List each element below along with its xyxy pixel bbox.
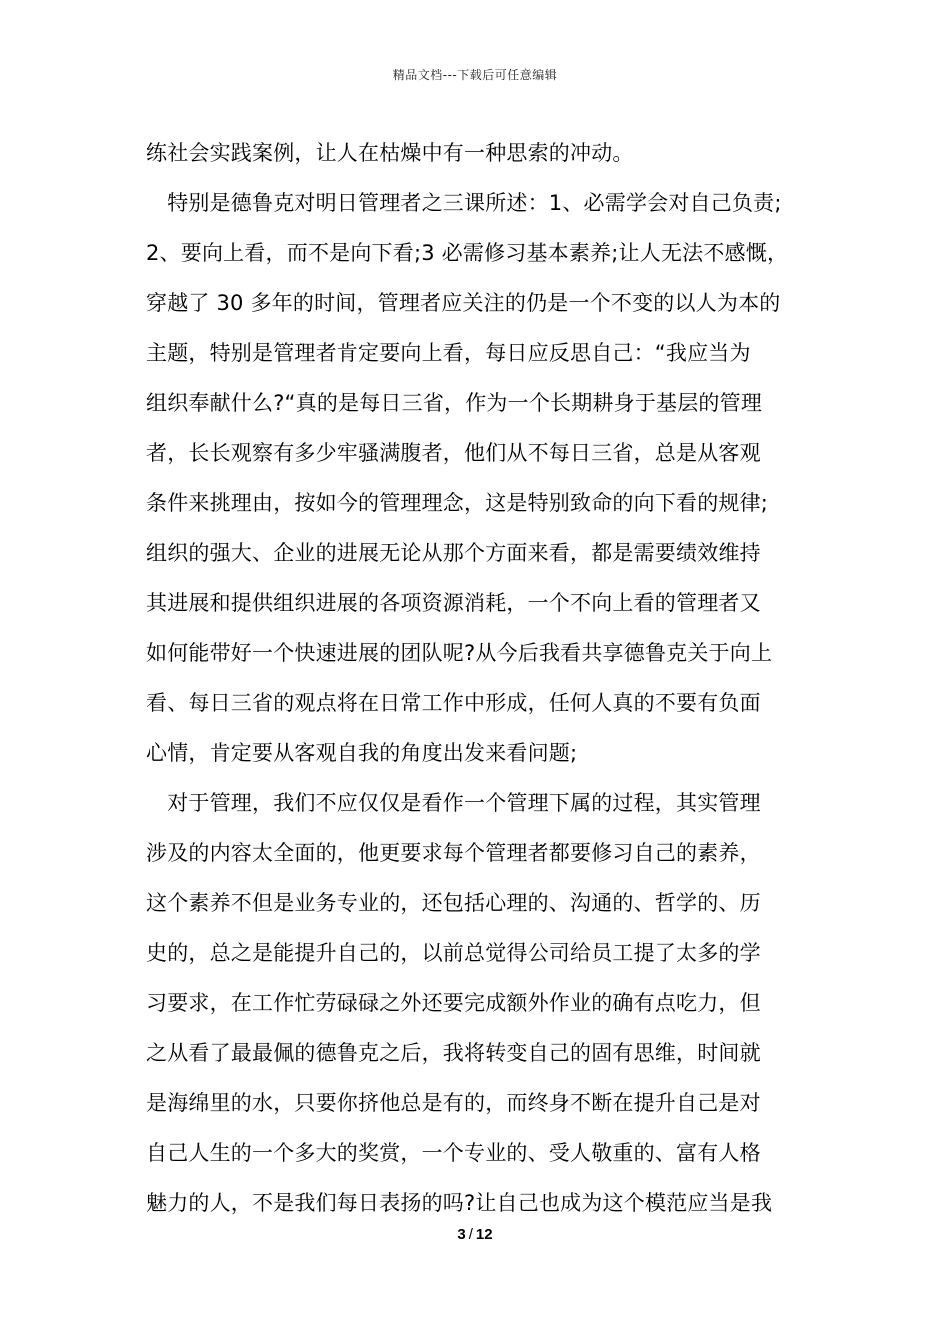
text-line: 主题，特别是管理者肯定要向上看，每日应反思自己：“我应当为 (146, 341, 751, 365)
text-line: 史的，总之是能提升自己的，以前总觉得公司给员工提了太多的学 (146, 941, 761, 965)
text-line: 涉及的内容太全面的，他更要求每个管理者都要修习自己的素养， (146, 841, 761, 865)
paragraph-3 (146, 778, 818, 1228)
text-line: 组织奉献什么?“真的是每日三省，作为一个长期耕身于基层的管理 (146, 391, 763, 415)
text-line: 魅力的人，不是我们每日表扬的吗?让自己也成为这个模范应当是我 (146, 1191, 773, 1215)
text-line: 特别是德鲁克对明日管理者之三课所述：1、必需学会对自己负责; (146, 191, 782, 215)
page-number (0, 1226, 950, 1243)
text-line: 自己人生的一个多大的奖赏，一个专业的、受人敬重的、富有人格 (146, 1141, 761, 1165)
current-page: 3 (457, 1226, 466, 1243)
total-pages: 12 (475, 1226, 493, 1243)
text-line: 心情，肯定要从客观自我的角度出发来看问题; (146, 741, 578, 765)
text-line: 2、要向上看，而不是向下看;3 必需修习基本素养;让人无法不感慨， (146, 241, 789, 265)
text-line: 条件来挑理由，按如今的管理理念，这是特别致命的向下看的规律; (146, 491, 769, 515)
text-line: 这个素养不但是业务专业的，还包括心理的、沟通的、哲学的、历 (146, 891, 761, 915)
text-line: 者，长长观察有多少牢骚满腹者，他们从不每日三省，总是从客观 (146, 441, 761, 465)
text-line: 组织的强大、企业的进展无论从那个方面来看，都是需要绩效维持 (146, 541, 761, 565)
page-header: 精品文档---下载后可任意编辑 (392, 68, 558, 82)
text-line: 其进展和提供组织进展的各项资源消耗，一个不向上看的管理者又 (146, 591, 761, 615)
paragraph-1 (146, 128, 818, 178)
document-body (146, 128, 818, 1228)
text-line: 如何能带好一个快速进展的团队呢?从今后我看共享德鲁克关于向上 (146, 641, 773, 665)
text-line: 穿越了 30 多年的时间，管理者应关注的仍是一个不变的以人为本的 (146, 291, 781, 315)
text-line: 是海绵里的水，只要你挤他总是有的，而终身不断在提升自己是对 (146, 1091, 761, 1115)
text-line: 练社会实践案例，让人在枯燥中有一种思索的冲动。 (146, 141, 634, 165)
page-separator: / (468, 1226, 473, 1243)
text-line: 对于管理，我们不应仅仅是看作一个管理下属的过程，其实管理 (146, 791, 761, 815)
paragraph-2 (146, 178, 818, 778)
text-line: 习要求，在工作忙劳碌碌之外还要完成额外作业的确有点吃力，但 (146, 991, 761, 1015)
text-line: 之从看了最最佩的德鲁克之后，我将转变自己的固有思维，时间就 (146, 1041, 761, 1065)
text-line: 看、每日三省的观点将在日常工作中形成，任何人真的不要有负面 (146, 691, 761, 715)
